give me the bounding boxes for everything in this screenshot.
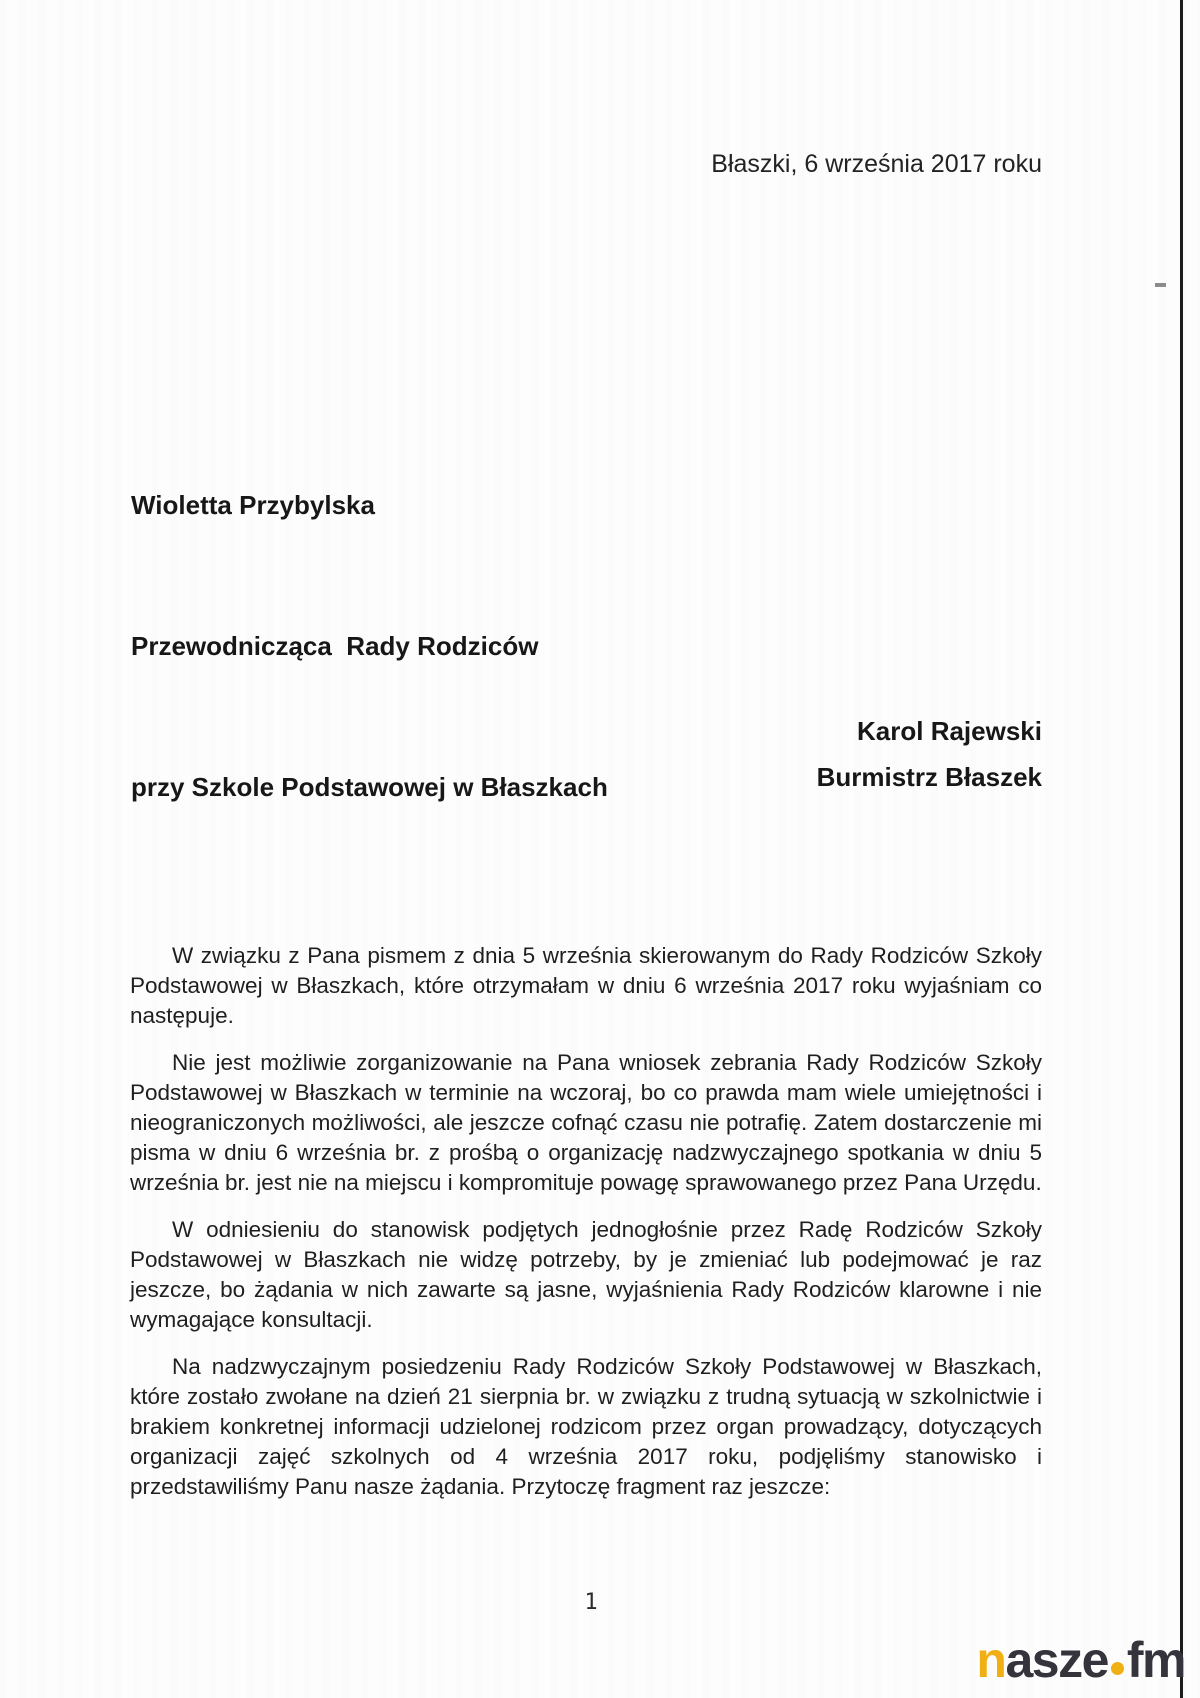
sender-name: Wioletta Przybylska xyxy=(131,490,375,520)
recipient-title: Burmistrz Błaszek xyxy=(816,762,1042,792)
letter-paragraph: W odniesieniu do stanowisk podjętych jednogłośnie przez Radę Rodziców Szkoły Podstawowej w Błaszkach nie widzę potrzeby, by je zmieniać lub podejmować je raz jeszcze, bo żądania w nich zawarte są jasne, wyjaśnienia Rady Rodziców klarowne i nie wymagające konsultacji. xyxy=(130,1217,1042,1332)
logo-dot-icon xyxy=(1111,1662,1124,1675)
logo-text-dark: asze xyxy=(1005,1632,1108,1688)
recipient-name: Karol Rajewski xyxy=(857,716,1042,746)
scan-edge-line xyxy=(1180,0,1183,1698)
nasze-fm-logo xyxy=(976,1632,1185,1688)
sender-organization: przy Szkole Podstawowej w Błaszkach xyxy=(131,772,608,802)
logo-text-suffix: fm xyxy=(1126,1632,1185,1688)
letter-date-line: Błaszki, 6 września 2017 roku xyxy=(711,150,1042,178)
scan-artifact-dash xyxy=(1155,283,1166,287)
page-number: 1 xyxy=(584,1590,598,1615)
recipient-block xyxy=(130,708,1042,800)
logo-text-accent: n xyxy=(976,1632,1006,1688)
letter-body xyxy=(130,941,1042,1519)
sender-title: Przewodnicząca Rady Rodziców xyxy=(131,631,539,661)
letter-paragraph: Nie jest możliwie zorganizowanie na Pana wniosek zebrania Rady Rodziców Szkoły Podstawowej w Błaszkach w terminie na wczoraj, bo co prawda mam wiele umiejętności i nieograniczonych możliwości, ale jeszcze cofnąć czasu nie potrafię. Zatem dostarczenie mi pisma w dniu 6 września br. z prośbą o organizację nadzwyczajnego spotkania w dniu 5 września br. jest nie na miejscu i kompromituje powagę sprawowanego przez Pana Urzędu. xyxy=(130,1050,1042,1195)
letter-paragraph: Na nadzwyczajnym posiedzeniu Rady Rodziców Szkoły Podstawowej w Błaszkach, które zostało zwołane na dzień 21 sierpnia br. w związku z trudną sytuacją w szkolnictwie i brakiem konkretnej informacji udzielonej rodzicom przez organ prowadzący, dotyczących organizacji zajęć szkolnych od 4 września 2017 roku, podjęliśmy stanowisko i przedstawiliśmy Panu nasze żądania. Przytoczę fragment raz jeszcze: xyxy=(130,1354,1042,1499)
sender-block xyxy=(131,388,608,905)
letter-paragraph: W związku z Pana pismem z dnia 5 września skierowanym do Rady Rodziców Szkoły Podstawowej w Błaszkach, które otrzymałam w dniu 6 września 2017 roku wyjaśniam co następuje. xyxy=(130,943,1042,1028)
